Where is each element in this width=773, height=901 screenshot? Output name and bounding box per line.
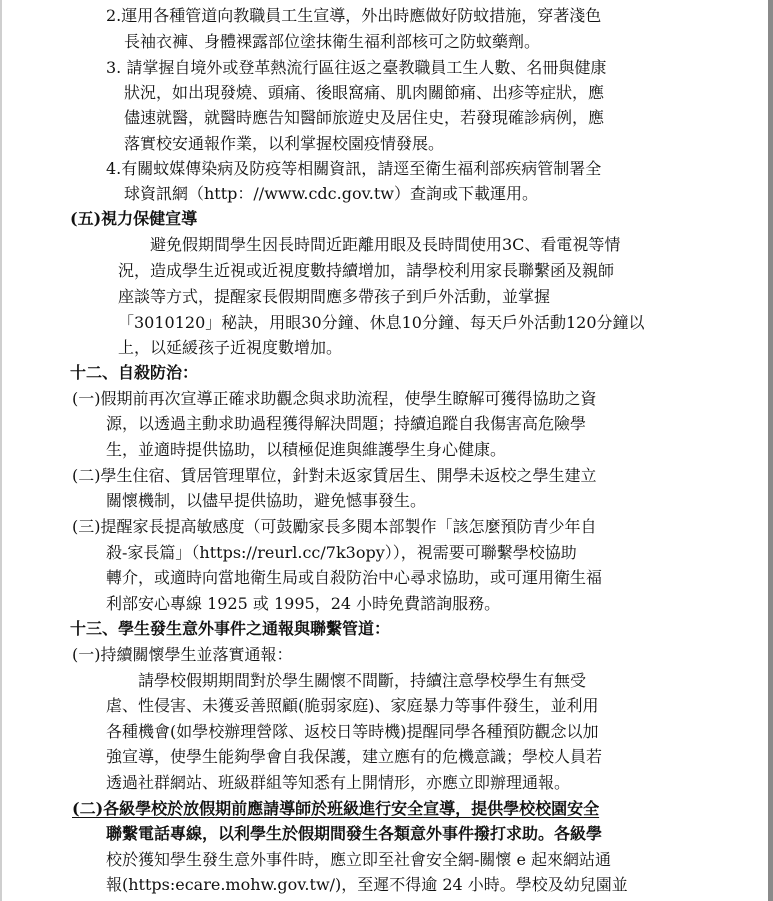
sec13-item2-line-1: (二)各級學校於放假期前應請導師於班級進行安全宣導，提供學校校園安全 — [72, 799, 600, 818]
sec13-item2-line-4: 報(https:ecare.mohw.gov.tw/)，至遲不得逾 24 小時。學校及幼兒園並 — [106, 875, 628, 894]
sec13-item1-line-2: 虐、性侵害、未獲妥善照顧(脆弱家庭)、家庭暴力等事件發生，並利用 — [106, 696, 599, 715]
section-5-line-3: 座談等方式，提醒家長假期間應多帶孩子到戶外活動，並掌握 — [118, 287, 551, 306]
item-3-line-3: 儘速就醫，就醫時應告知醫師旅遊史及居住史，若發現確診病例，應 — [124, 108, 605, 127]
page-edge-right — [768, 0, 773, 901]
sec13-item2-line-2: 聯繫電話專線，以利學生於假期間發生各類意外事件撥打求助。各級學 — [106, 824, 603, 843]
item-3-line-4: 落實校安通報作業，以利掌握校園疫情發展。 — [124, 134, 445, 153]
section-12-heading: 十二、自殺防治： — [70, 363, 199, 382]
item-4-line-2: 球資訊網（http：//www.cdc.gov.tw）查詢或下載運用。 — [124, 184, 538, 203]
item-2-line-2: 長袖衣褲、身體裸露部位塗抹衛生福利部核可之防蚊藥劑。 — [124, 32, 541, 51]
sec13-item2-line-3: 校於獲知學生發生意外事件時，應立即至社會安全網-關懷 e 起來網站通 — [106, 850, 612, 869]
sec12-item2-line-2: 關懷機制，以儘早提供協助，避免憾事發生。 — [106, 491, 427, 510]
sec13-item1-line-3: 各種機會(如學校辦理營隊、返校日等時機)提醒同學各種預防觀念以加 — [106, 722, 599, 741]
sec13-item1-heading: (一)持續關懷學生並落實通報： — [72, 645, 293, 664]
sec13-item1-line-1: 請學校假期期間對於學生關懷不間斷，持續注意學校學生有無受 — [138, 671, 587, 690]
section-5-line-5: 上，以延緩孩子近視度數增加。 — [118, 338, 343, 357]
sec12-item1-line-1: (一)假期前再次宣導正確求助觀念與求助流程，使學生瞭解可獲得協助之資 — [72, 389, 597, 408]
section-5-line-4: 「3010120」秘訣，用眼30分鐘、休息10分鐘、每天戶外活動120分鐘以 — [118, 313, 645, 332]
item-4-line-1: 4.有關蚊媒傳染病及防疫等相關資訊，請逕至衛生福利部疾病管制署全 — [106, 159, 602, 178]
sec12-item3-line-2: 殺-家長篇」（https://reurl.cc/7k3opy）），視需要可聯繫學校協助 — [106, 543, 577, 562]
section-13-heading: 十三、學生發生意外事件之通報與聯繫管道： — [70, 619, 391, 638]
page-edge-left — [0, 0, 2, 901]
section-5-line-2: 況，造成學生近視或近視度數持續增加，請學校利用家長聯繫函及親師 — [118, 261, 615, 280]
sec12-item3-line-1: (三)提醒家長提高敏感度（可鼓勵家長多閱本部製作「該怎麼預防青少年自 — [72, 517, 597, 536]
item-3-line-2: 狀況，如出現發燒、頭痛、後眼窩痛、肌肉關節痛、出疹等症狀，應 — [124, 83, 605, 102]
section-5-line-1: 避免假期間學生因長時間近距離用眼及長時間使用3C、看電視等情 — [150, 235, 621, 254]
sec13-item1-line-4: 強宣導，使學生能夠學會自我保護，建立應有的危機意識；學校人員若 — [106, 747, 603, 766]
sec12-item3-line-3: 轉介，或適時向當地衛生局或自殺防治中心尋求協助，或可運用衛生福 — [106, 568, 603, 587]
sec13-item1-line-5: 透過社群網站、班級群組等知悉有上開情形，亦應立即辦理通報。 — [106, 773, 571, 792]
sec12-item1-line-3: 生，並適時提供協助，以積極促進與維護學生身心健康。 — [106, 440, 507, 459]
sec12-item2-line-1: (二)學生住宿、賃居管理單位，針對未返家賃居生、開學未返校之學生建立 — [72, 466, 597, 485]
item-3-line-1: 3. 請掌握自境外或登革熱流行區往返之臺教職員工生人數、名冊與健康 — [106, 58, 607, 77]
sec12-item1-line-2: 源，以透過主動求助過程獲得解決問題；持續追蹤自我傷害高危險學 — [106, 414, 587, 433]
item-2-line-1: 2.運用各種管道向教職員工生宣導，外出時應做好防蚊措施，穿著淺色 — [106, 6, 602, 25]
section-5-heading: (五)視力保健宣導 — [70, 209, 198, 228]
sec12-item3-line-4: 利部安心專線 1925 或 1995，24 小時免費諮詢服務。 — [106, 594, 501, 613]
